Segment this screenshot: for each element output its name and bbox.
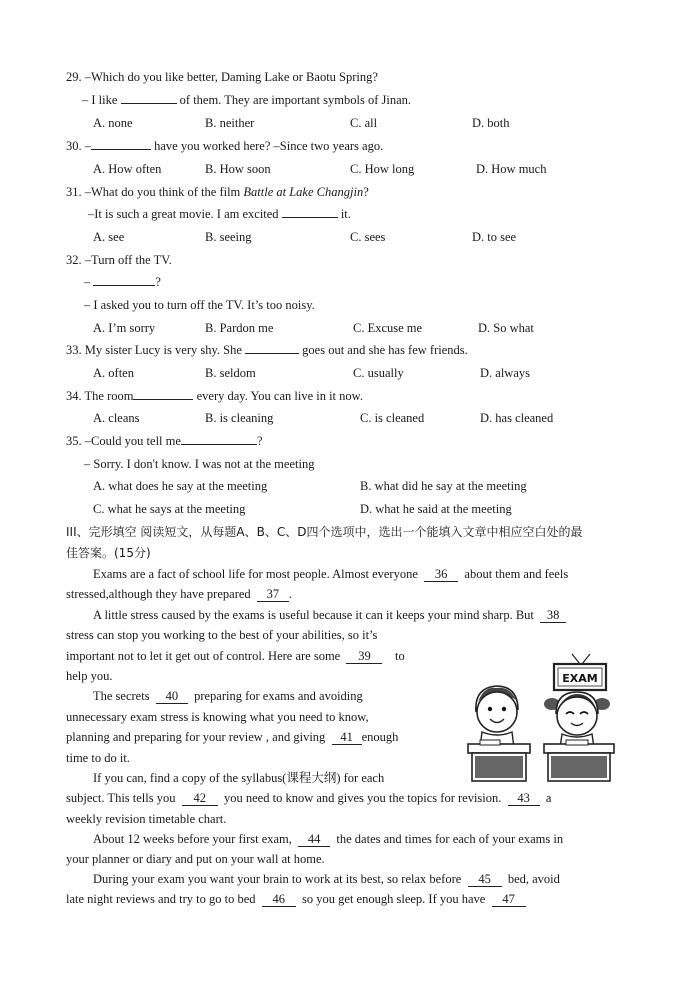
q30-option-a: A. How often	[93, 162, 162, 176]
q33-option-c: C. usually	[353, 366, 404, 380]
passage-line: stress can stop you working to the best of your abilities, so it’s	[66, 628, 378, 642]
q32-option-a: A. I’m sorry	[93, 321, 156, 335]
q30-option-b: B. How soon	[205, 162, 271, 176]
passage-line: late night reviews and try to go to bed 46 so you get enough sleep. If you have 47	[66, 891, 526, 907]
blank-39: 39	[346, 650, 382, 664]
passage-line: About 12 weeks before your first exam, 44 the dates and times for each of your exams in	[93, 832, 564, 846]
blank-46: 46	[262, 893, 296, 907]
blank-37: 37	[257, 588, 289, 602]
q31-option-a: A. see	[93, 230, 125, 244]
q35-answer: – Sorry. I don't know. I was not at the meeting	[84, 457, 315, 471]
answer-blank	[91, 149, 151, 150]
section-3-heading: III、完形填空 阅读短文，从每题A、B、C、D四个选项中，选出一个能填入文章中相应空白处的最	[66, 525, 583, 539]
q29-question: 29. –Which do you like better, Daming Lake or Baotu Spring?	[66, 70, 378, 84]
blank-40: 40	[156, 690, 188, 704]
q35-option-a: A. what does he say at the meeting	[93, 479, 268, 493]
q32-option-d: D. So what	[478, 321, 534, 335]
q34-option-b: B. is cleaning	[205, 411, 274, 425]
passage-line: unnecessary exam stress is knowing what you need to know,	[66, 710, 369, 724]
passage-line: time to do it.	[66, 751, 130, 765]
q34-question: 34. The room every day. You can live in it now.	[66, 389, 363, 403]
passage-line: The secrets 40 preparing for exams and avoiding	[93, 689, 363, 703]
q30-option-c: C. How long	[350, 162, 415, 176]
q32-option-c: C. Excuse me	[353, 321, 423, 335]
passage-line: important not to let it get out of control. Here are some 39 to	[66, 649, 405, 663]
passage-line: weekly revision timetable chart.	[66, 812, 227, 826]
q31-option-c: C. sees	[350, 230, 386, 244]
passage-line: Exams are a fact of school life for most people. Almost everyone 36 about them and feels	[93, 567, 569, 581]
answer-blank	[181, 444, 257, 445]
passage-line: During your exam you want your brain to work at its best, so relax before 45 bed, avoid	[93, 872, 560, 886]
film-title: Battle at Lake Changjin	[243, 185, 364, 199]
section-3-heading-cont: 佳答案。(15分)	[66, 546, 151, 560]
q31-option-d: D. to see	[472, 230, 517, 244]
q32-question: 32. –Turn off the TV.	[66, 253, 172, 267]
q32-option-b: B. Pardon me	[205, 321, 274, 335]
q34-option-d: D. has cleaned	[480, 411, 554, 425]
blank-41: 41	[332, 731, 362, 745]
q29-option-a: A. none	[93, 116, 133, 130]
q29-option-c: C. all	[350, 116, 378, 130]
blank-36: 36	[424, 568, 458, 582]
answer-blank	[121, 103, 177, 104]
students-exam-drawing	[466, 652, 634, 784]
answer-blank	[133, 399, 193, 400]
q33-question: 33. My sister Lucy is very shy. She goes out and she has few friends.	[66, 343, 468, 357]
q34-option-c: C. is cleaned	[360, 411, 425, 425]
q35-question: 35. –Could you tell me ?	[66, 434, 263, 448]
blank-45: 45	[468, 873, 502, 887]
answer-blank	[93, 285, 155, 286]
q33-option-d: D. always	[480, 366, 530, 380]
blank-47: 47	[492, 893, 526, 907]
q30-question: 30. – have you worked here? –Since two years ago.	[66, 139, 384, 153]
q31-answer: –It is such a great movie. I am excited it.	[88, 207, 351, 221]
q29-option-d: D. both	[472, 116, 510, 130]
q32-answer: – ?	[84, 275, 161, 289]
exam-sign-text: EXAM	[562, 672, 598, 685]
q30-option-d: D. How much	[476, 162, 547, 176]
passage-line: A little stress caused by the exams is useful because it can it keeps your mind sharp. But 38	[93, 607, 566, 623]
passage-line: subject. This tells you 42 you need to know and gives you the topics for revision. 43 a	[66, 791, 552, 805]
q31-option-b: B. seeing	[205, 230, 252, 244]
q29-answer: – I like of them. They are important symbols of Jinan.	[82, 93, 411, 107]
passage-line: planning and preparing for your review , and giving 41 enough	[66, 730, 399, 744]
blank-44: 44	[298, 833, 330, 847]
q35-option-d: D. what he said at the meeting	[360, 502, 512, 516]
answer-blank	[245, 353, 299, 354]
answer-blank	[282, 217, 338, 218]
exam-illustration	[466, 652, 634, 784]
q33-option-a: A. often	[93, 366, 134, 380]
q33-option-b: B. seldom	[205, 366, 256, 380]
q34-option-a: A. cleans	[93, 411, 140, 425]
desk-right	[544, 740, 614, 781]
q35-option-c: C. what he says at the meeting	[93, 502, 246, 516]
blank-42: 42	[182, 792, 218, 806]
passage-line: help you.	[66, 669, 113, 683]
blank-43: 43	[508, 792, 540, 806]
passage-line: If you can, find a copy of the syllabus(课程大纲) for each	[93, 771, 385, 785]
q29-option-b: B. neither	[205, 116, 255, 130]
q32-reply: – I asked you to turn off the TV. It’s too noisy.	[84, 298, 315, 312]
q35-option-b: B. what did he say at the meeting	[360, 479, 527, 493]
boy-figure	[476, 686, 518, 748]
passage-line: stressed,although they have prepared 37 .	[66, 587, 293, 601]
blank-38: 38	[540, 609, 566, 623]
passage-line: your planner or diary and put on your wall at home.	[66, 852, 325, 866]
q31-question: 31. –What do you think of the film Battle at Lake Changjin?	[66, 185, 369, 199]
desk-left	[468, 740, 530, 781]
